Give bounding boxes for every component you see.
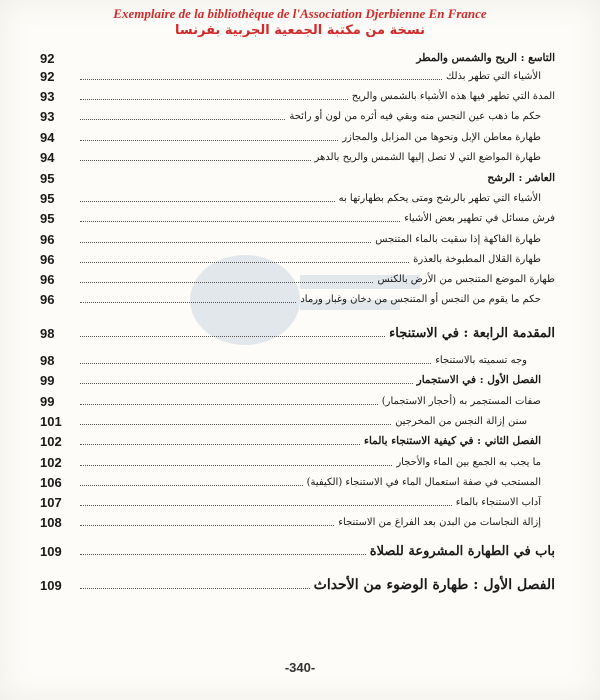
- toc-title: آداب الاستنجاء بالماء: [455, 497, 541, 508]
- toc-row: [40, 151, 555, 164]
- toc-title: الفصل الأول : في الاستجمار: [416, 374, 541, 386]
- toc-leader: [80, 140, 338, 141]
- toc-page: 99: [40, 373, 55, 388]
- toc-row: [40, 70, 555, 83]
- toc-page: 98: [40, 353, 55, 368]
- toc-row: [40, 131, 555, 144]
- toc-leader: [80, 485, 303, 486]
- toc-leader: [80, 79, 442, 80]
- toc-title: الأشياء التي تطهر بذلك: [446, 71, 541, 82]
- toc-row: [40, 395, 555, 408]
- watermark-french-line: Exemplaire de la bibliothèque de l'Association Djerbienne En France: [113, 6, 487, 21]
- toc-page: 96: [40, 252, 55, 267]
- toc-title: باب في الطهارة المشروعة للصلاة: [369, 544, 555, 559]
- toc-leader: [80, 465, 392, 466]
- toc-page: 92: [40, 69, 55, 84]
- toc-row: [40, 253, 555, 266]
- toc-page: 95: [40, 211, 55, 226]
- toc-title: التاسع : الريح والشمس والمطر: [416, 52, 555, 64]
- toc-title: حكم ما يقوم من النجس أو المتنجس من دخان وغبار ورماد: [300, 294, 541, 305]
- toc-row: [40, 327, 555, 340]
- table-of-contents: [40, 52, 555, 652]
- toc-row: [40, 456, 555, 469]
- watermark-arabic-line: نسخة من مكتبة الجمعية الجربية بفرنسا: [175, 23, 425, 38]
- toc-title: طهارة معاطن الإبل ونحوها من المزابل والمجازر: [342, 132, 541, 143]
- toc-title: الفصل الأول : طهارة الوضوء من الأحداث: [313, 577, 555, 593]
- toc-row: [40, 192, 555, 205]
- toc-leader: [80, 160, 311, 161]
- toc-page: 96: [40, 232, 55, 247]
- toc-leader: [80, 282, 373, 283]
- toc-leader: [80, 383, 413, 384]
- toc-leader: [80, 525, 334, 526]
- toc-page: 98: [40, 326, 55, 341]
- toc-page: 94: [40, 130, 55, 145]
- toc-row: [40, 52, 555, 65]
- toc-row: [40, 374, 555, 387]
- toc-title: طهارة الموضع المتنجس من الأرض بالكنس: [377, 274, 555, 285]
- toc-row: [40, 212, 555, 225]
- toc-page: 107: [40, 495, 62, 510]
- toc-page: 109: [40, 544, 62, 559]
- toc-leader: [80, 201, 335, 202]
- toc-row: [40, 496, 555, 509]
- toc-page: 99: [40, 394, 55, 409]
- toc-page: 95: [40, 171, 55, 186]
- toc-page: 108: [40, 515, 62, 530]
- library-watermark-banner: [0, 6, 600, 40]
- toc-title: المدة التي تطهر فيها هذه الأشياء بالشمس والريح: [351, 91, 555, 102]
- toc-leader: [80, 505, 452, 506]
- toc-title: إزالة النجاسات من البدن بعد الفراغ من الاستنجاء: [338, 517, 541, 528]
- page-number: -340-: [284, 660, 316, 675]
- toc-title: الفصل الثاني : في كيفية الاستنجاء بالماء: [364, 435, 541, 447]
- toc-title: المستحب في صفة استعمال الماء في الاستنجاء (الكيفية): [306, 477, 541, 488]
- toc-leader: [80, 336, 385, 337]
- toc-leader: [80, 262, 409, 263]
- toc-leader: [80, 242, 371, 243]
- toc-leader: [80, 588, 310, 589]
- toc-page: 94: [40, 150, 55, 165]
- toc-row: [40, 233, 555, 246]
- toc-row: [40, 435, 555, 448]
- toc-row: [40, 476, 555, 489]
- toc-row: [40, 354, 555, 367]
- toc-row: [40, 516, 555, 529]
- toc-page: 93: [40, 89, 55, 104]
- toc-leader: [80, 99, 348, 100]
- toc-title: صفات المستجمر به (أحجار الاستجمار): [381, 396, 541, 407]
- toc-leader: [80, 444, 360, 445]
- toc-title: فرش مسائل في تطهير بعض الأشياء: [404, 213, 555, 224]
- toc-title: طهارة الفاكهة إذا سقيت بالماء المتنجس: [375, 234, 541, 245]
- toc-title: الأشياء التي تطهر بالرشح ومتى يحكم بطهارتها به: [338, 193, 541, 204]
- toc-title: سنن إزالة النجس من المخرجين: [395, 416, 527, 427]
- toc-page: 96: [40, 292, 55, 307]
- toc-page: 96: [40, 272, 55, 287]
- toc-leader: [80, 554, 366, 555]
- toc-page: 106: [40, 475, 62, 490]
- toc-title: العاشر : الرشح: [487, 172, 555, 184]
- toc-page: 95: [40, 191, 55, 206]
- toc-row: [40, 90, 555, 103]
- toc-page: 92: [40, 51, 55, 66]
- toc-leader: [80, 119, 285, 120]
- toc-row: [40, 110, 555, 123]
- toc-page: 102: [40, 455, 62, 470]
- toc-title: حكم ما ذهب عين النجس منه وبقي فيه أثره من لون أو رائحة: [289, 111, 541, 122]
- toc-page: 102: [40, 434, 62, 449]
- toc-title: ما يجب به الجمع بين الماء والأحجار: [396, 457, 541, 468]
- toc-title: المقدمة الرابعة : في الاستنجاء: [389, 326, 555, 341]
- toc-page: 109: [40, 578, 62, 593]
- toc-leader: [80, 302, 296, 303]
- toc-title: طهارة القلال المطبوخة بالعذرة: [413, 254, 541, 265]
- toc-title: طهارة المواضع التي لا تصل إليها الشمس والريح بالدهر: [314, 152, 541, 163]
- toc-page: 93: [40, 109, 55, 124]
- toc-leader: [80, 404, 378, 405]
- toc-row: [40, 293, 555, 306]
- toc-row: [40, 172, 555, 185]
- toc-leader: [80, 221, 400, 222]
- toc-row: [40, 415, 555, 428]
- toc-leader: [80, 363, 431, 364]
- toc-leader: [80, 424, 391, 425]
- toc-title: وجه تسميته بالاستنجاء: [435, 355, 527, 366]
- toc-page: 101: [40, 414, 62, 429]
- toc-row: [40, 545, 555, 558]
- toc-row: [40, 273, 555, 286]
- toc-row: [40, 579, 555, 592]
